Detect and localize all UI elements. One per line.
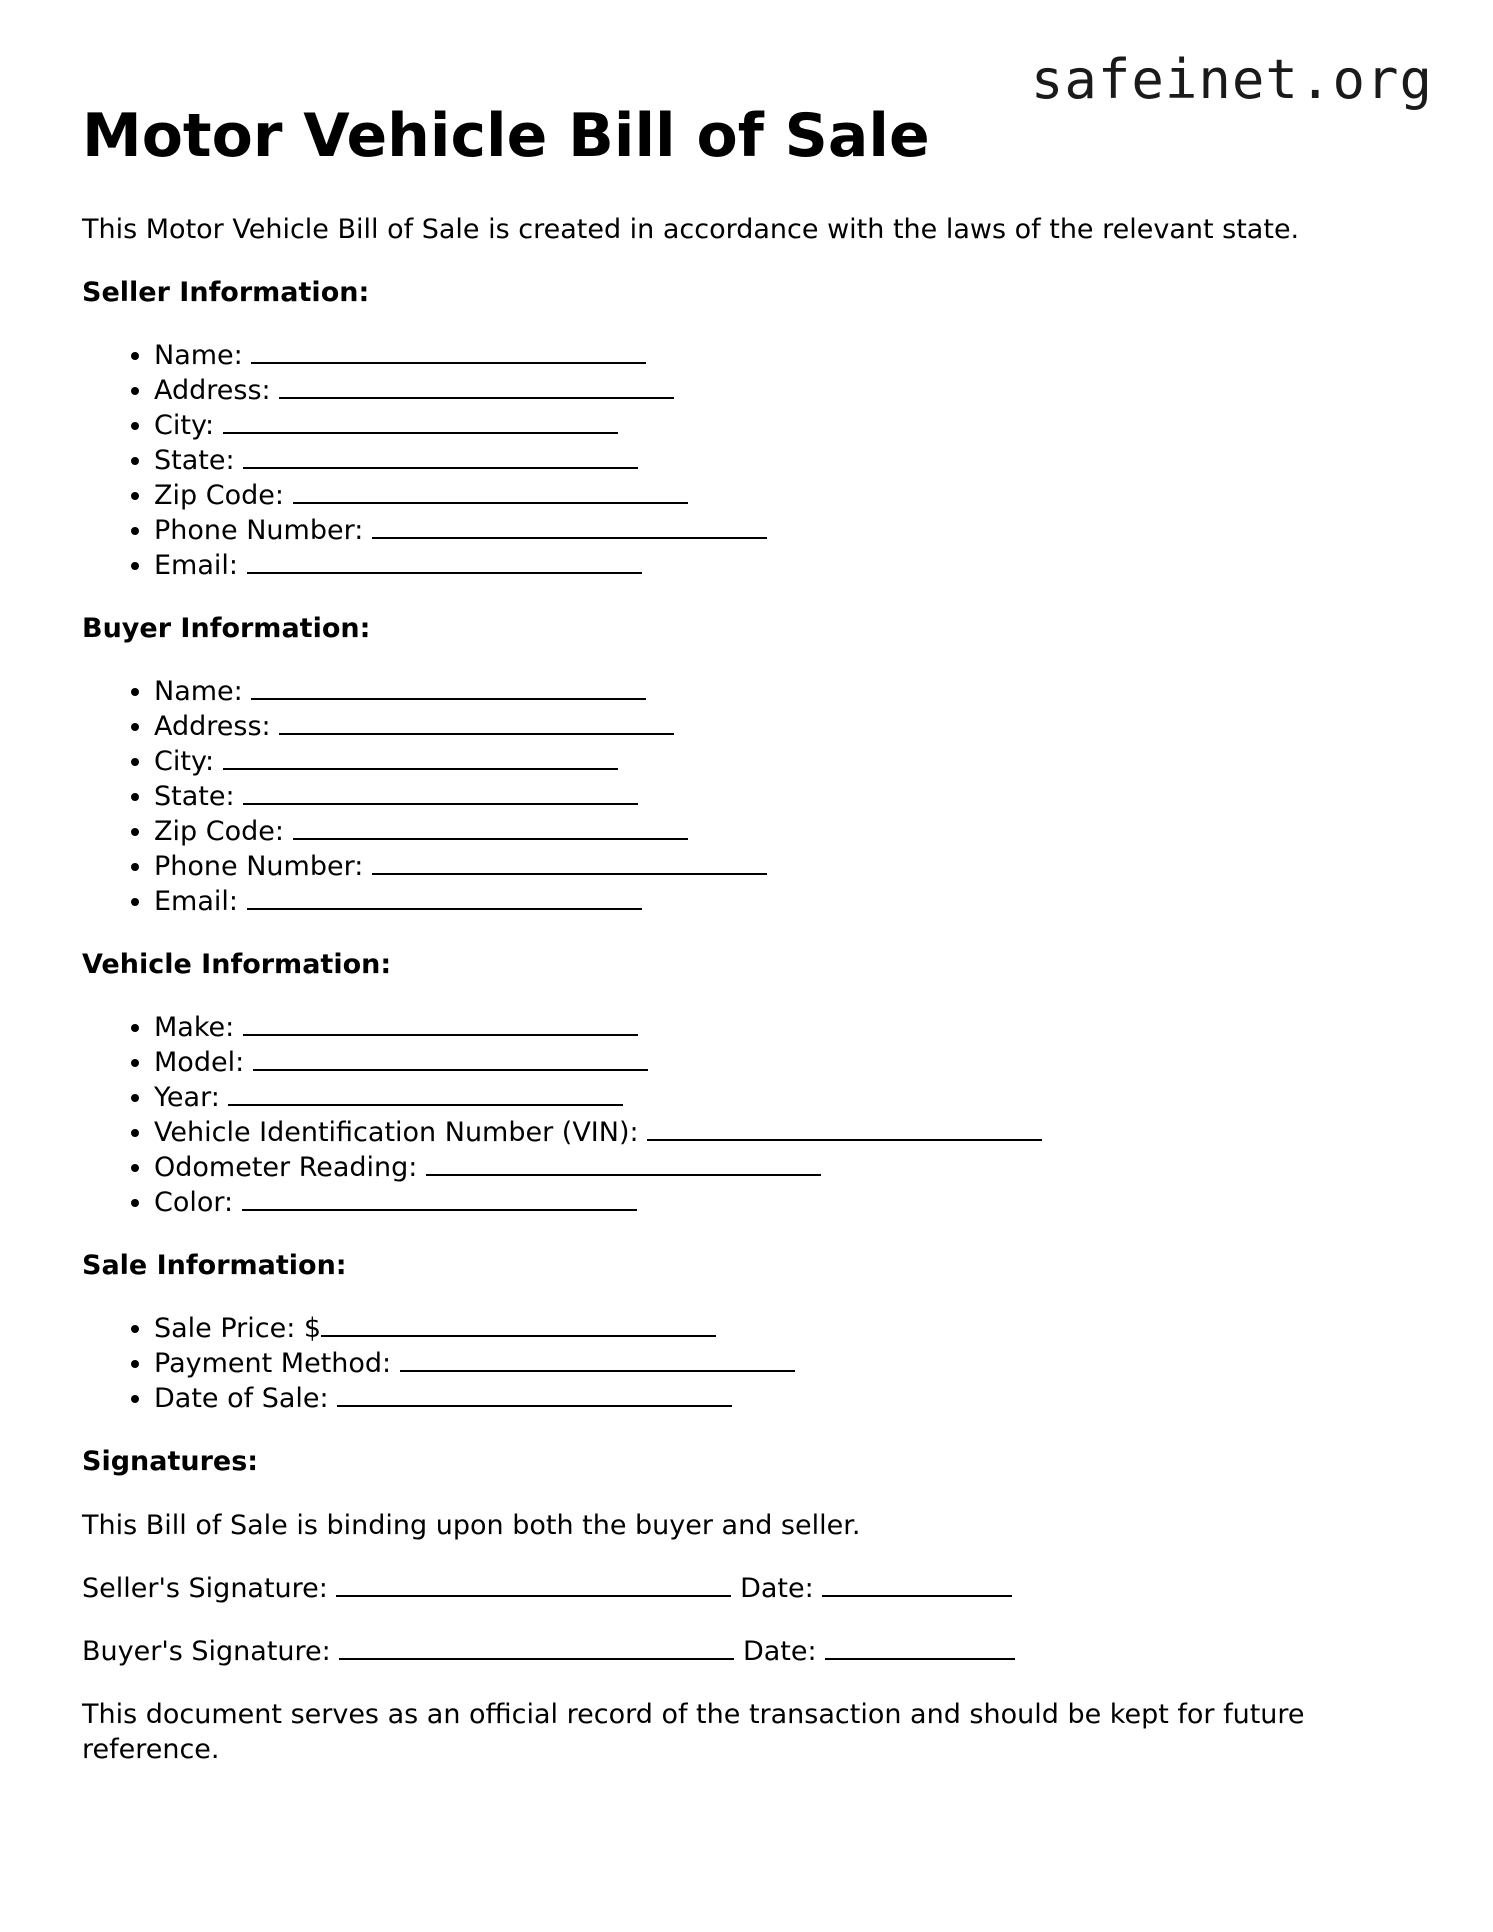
buyer-zip-blank[interactable] [293,814,688,840]
seller-field-list [82,338,1422,583]
seller-heading: Seller Information: [82,277,370,309]
closing-paragraph: This document serves as an official record of the transaction and should be kept for future reference. [82,1698,1305,1765]
vehicle-year-field: • Year: [154,1080,1422,1115]
payment-method-field: • Payment Method: [154,1346,1422,1381]
vehicle-vin-blank[interactable] [647,1115,1042,1141]
sale-price-field: • Sale Price: $ [154,1311,1422,1346]
seller-state-field: • State: [154,443,1422,478]
date-of-sale-blank[interactable] [337,1381,732,1407]
sale-price-blank[interactable] [321,1311,716,1337]
vehicle-heading: Vehicle Information: [82,949,392,981]
seller-name-field: • Name: [154,338,1422,373]
sale-field-list [82,1311,1422,1416]
vehicle-odometer-blank[interactable] [426,1150,821,1176]
vehicle-model-blank[interactable] [253,1045,648,1071]
buyer-signature-label: Buyer's Signature: [82,1635,331,1667]
buyer-signature-blank[interactable] [339,1634,734,1660]
seller-zip-blank[interactable] [293,478,688,504]
vehicle-make-blank[interactable] [243,1010,638,1036]
vehicle-model-field: • Model: [154,1045,1422,1080]
seller-zip-field: • Zip Code: [154,478,1422,513]
vehicle-odometer-field: • Odometer Reading: [154,1150,1422,1185]
buyer-state-blank[interactable] [243,779,638,805]
watermark: safeinet.org [1030,48,1433,111]
seller-city-field: • City: [154,408,1422,443]
buyer-address-blank[interactable] [279,709,674,735]
document-body [82,100,1422,1795]
seller-signature-line [82,1571,1422,1606]
vehicle-year-blank[interactable] [228,1080,623,1106]
buyer-field-list [82,674,1422,919]
buyer-date-blank[interactable] [825,1634,1015,1660]
document-title: Motor Vehicle Bill of Sale [82,101,930,171]
sale-heading: Sale Information: [82,1250,347,1282]
seller-address-blank[interactable] [279,373,674,399]
vehicle-field-list [82,1010,1422,1220]
seller-state-blank[interactable] [243,443,638,469]
buyer-heading: Buyer Information: [82,613,371,645]
seller-date-label: Date: [740,1572,814,1604]
seller-date-blank[interactable] [822,1571,1012,1597]
buyer-city-blank[interactable] [223,744,618,770]
seller-name-blank[interactable] [251,338,646,364]
date-of-sale-field: • Date of Sale: [154,1381,1422,1416]
binding-statement: This Bill of Sale is binding upon both the buyer and seller. [82,1509,861,1541]
buyer-signature-line [82,1634,1422,1669]
seller-signature-blank[interactable] [336,1571,731,1597]
vehicle-vin-field: • Vehicle Identification Number (VIN): [154,1115,1422,1150]
buyer-name-blank[interactable] [251,674,646,700]
vehicle-color-blank[interactable] [242,1185,637,1211]
buyer-date-label: Date: [742,1635,817,1667]
buyer-email-blank[interactable] [247,884,642,910]
seller-signature-label: Seller's Signature: [82,1572,328,1604]
seller-phone-blank[interactable] [372,513,767,539]
seller-email-field: • Email: [154,548,1422,583]
seller-email-blank[interactable] [247,548,642,574]
buyer-address-field: • Address: [154,709,1422,744]
buyer-state-field: • State: [154,779,1422,814]
buyer-city-field: • City: [154,744,1422,779]
seller-phone-field: • Phone Number: [154,513,1422,548]
seller-city-blank[interactable] [223,408,618,434]
buyer-phone-blank[interactable] [372,849,767,875]
signatures-heading: Signatures: [82,1446,259,1478]
vehicle-make-field: • Make: [154,1010,1422,1045]
vehicle-color-field: • Color: [154,1185,1422,1220]
seller-address-field: • Address: [154,373,1422,408]
buyer-name-field: • Name: [154,674,1422,709]
intro-paragraph: This Motor Vehicle Bill of Sale is created in accordance with the laws of the relevant state. [82,214,1300,245]
buyer-email-field: • Email: [154,884,1422,919]
buyer-phone-field: • Phone Number: [154,849,1422,884]
payment-method-blank[interactable] [400,1346,795,1372]
buyer-zip-field: • Zip Code: [154,814,1422,849]
